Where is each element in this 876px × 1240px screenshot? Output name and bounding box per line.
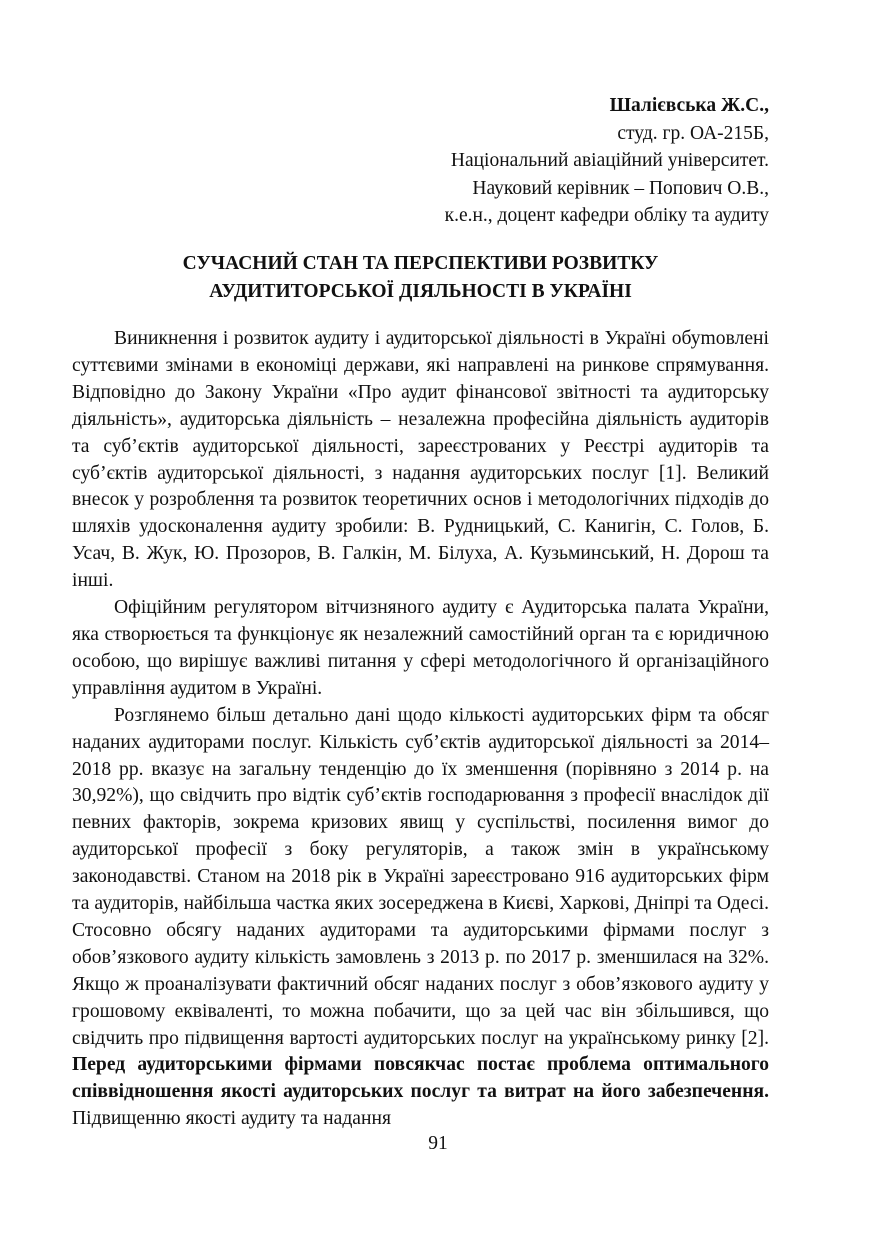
scientific-supervisor: Науковий керівник – Попович О.В., [472, 177, 769, 199]
article-body [72, 326, 769, 1133]
paragraph-1: Виникнення і розвиток аудиту і аудиторської діяльності в Україні обуmовлені суттєвими змінами в економіці держави, які направлені на ринкове спрямування. Відповідно до Закону України «Про аудит фінансової звітності та аудиторську діяльність», аудиторська діяльність – незалежна професійна діяльність аудиторів та суб’єктів аудиторської діяльності, зареєстрованих у Реєстрі аудиторів та суб’єктів аудиторської діяльності, з надання аудиторських послуг [1]. Великий внесок у розроблення та розвиток теоретичних основ і методологічних підходів до шляхів удосконалення аудиту зробили: В. Рудницький, С. Канигін, С. Голов, Б. Усач, В. Жук, Ю. Прозоров, В. Галкін, М. Білуха, А. Кузьминський, Н. Дорош та інші. [72, 328, 769, 592]
paragraph-3-text-end: Підвищенню якості аудиту та надання [72, 1108, 391, 1130]
title-line-2: АУДИТИТОРСЬКОЇ ДІЯЛЬНОСТІ В УКРАЇНІ [209, 281, 632, 302]
paragraph-3 [72, 703, 769, 1134]
author-name: Шалієвська Ж.С., [609, 95, 769, 116]
page-number: 91 [428, 1133, 448, 1154]
author-block [445, 92, 769, 230]
paragraph-3-bold-text: Перед аудиторськими фірмами повсякчас постає проблема оптимального співвідношення якості аудиторських послуг та витрат на його забезпечення. [72, 1054, 769, 1103]
student-group: студ. гр. ОА-215Б, [617, 122, 769, 144]
title-line-1: СУЧАСНИЙ СТАН ТА ПЕРСПЕКТИВИ РОЗВИТКУ [182, 253, 659, 274]
university-name: Національний авіаційний університет. [450, 150, 769, 171]
supervisor-title: к.е.н., доцент кафедри обліку та аудиту [444, 205, 769, 226]
paragraph-3-text-start: Розглянемо більш детально дані щодо кількості аудиторських фірм та обсяг наданих аудиторами послуг. Кількість суб’єктів аудиторської діяльності за 2014–2018 рр. вказує на загальну тенденцію до їх зменшення (порівняно з 2014 р. на 30,92%), що свідчить про відтік суб’єктів господарювання з професії внаслідок дії певних факторів, зокрема кризових явищ у суспільстві, посилення вимог до аудиторської професії з боку регуляторів, а також змін в українському законодавстві. Станом на 2018 рік в Україні зареєстровано 916 аудиторських фірм та аудиторів, найбільша частка яких зосереджена в Києві, Харкові, Дніпрі та Одесі. Стосовно обсягу наданих аудиторами та аудиторськими фірмами послуг з обов’язкового аудиту кількість замовлень з 2013 р. по 2017 р. зменшилася на 32%. Якщо ж проаналізувати фактичний обсяг наданих послуг з обов’язкового аудиту у грошовому еквіваленті, то можна побачити, що за цей час він збільшився, що свідчить про підвищення вартості аудиторських послуг на українському ринку [2]. [72, 704, 769, 1049]
article-title [72, 250, 769, 306]
paragraph-2: Офіційним регулятором вітчизняного аудиту є Аудиторська палата України, яка створюється та функціонує як незалежний самостійний орган та є юридичною особою, що вирішує важливі питання у сфері методологічного й організаційного управління аудитом в Україні. [72, 597, 769, 699]
